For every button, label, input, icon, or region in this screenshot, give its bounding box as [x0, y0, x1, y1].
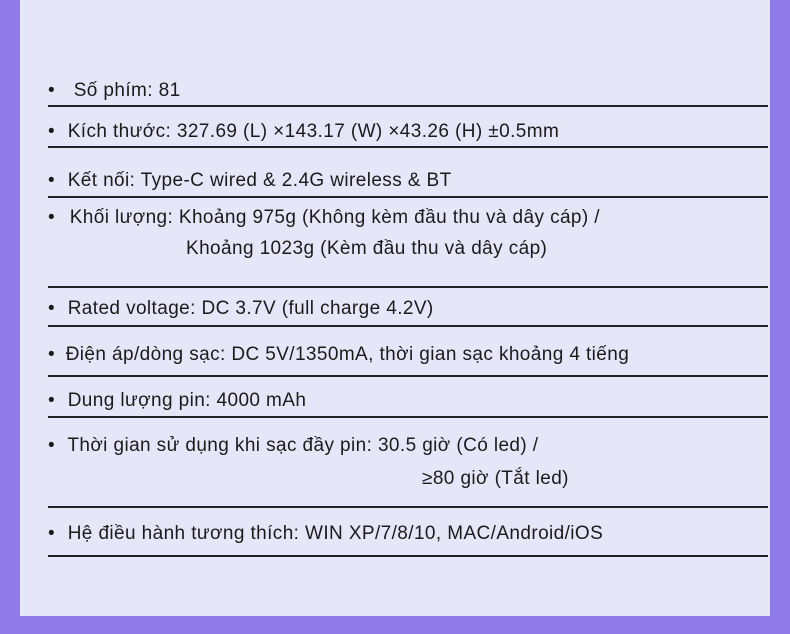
bullet: •	[48, 435, 56, 456]
divider	[48, 555, 768, 557]
spec-item-rated-voltage	[48, 298, 768, 320]
divider	[48, 146, 768, 148]
spec-item-usage-time	[48, 435, 768, 495]
spec-item-battery	[48, 390, 768, 412]
bullet: •	[48, 298, 56, 319]
spec-item-os	[48, 523, 768, 545]
spec-text: Kích thước: 327.69 (L) ×143.17 (W) ×43.26 (H) ±0.5mm	[67, 121, 560, 142]
spec-text: Rated voltage: DC 3.7V (full charge 4.2V)	[67, 298, 434, 319]
spec-text: Số phím: 81	[73, 80, 181, 101]
divider	[48, 325, 768, 327]
spec-item-keys	[48, 80, 768, 102]
spec-text: Hệ điều hành tương thích: WIN XP/7/8/10, MAC/Android/iOS	[67, 523, 604, 544]
divider	[48, 286, 768, 288]
spec-text-line2: Khoảng 1023g (Kèm đầu thu và dây cáp)	[186, 238, 548, 259]
bullet: •	[48, 344, 56, 365]
divider	[48, 506, 768, 508]
bullet: •	[48, 170, 56, 191]
divider	[48, 105, 768, 107]
bullet: •	[48, 207, 56, 228]
spec-item-dimensions	[48, 121, 768, 143]
spec-text: Điện áp/dòng sạc: DC 5V/1350mA, thời gian sạc khoảng 4 tiếng	[65, 344, 630, 365]
spec-text: Kết nối: Type-C wired & 2.4G wireless & BT	[67, 170, 452, 191]
bullet: •	[48, 121, 56, 142]
bullet: •	[48, 390, 56, 411]
spec-item-connection	[48, 170, 768, 192]
spec-panel	[20, 0, 770, 616]
divider	[48, 416, 768, 418]
spec-text: Khối lượng: Khoảng 975g (Không kèm đầu thu và dây cáp) /	[69, 207, 600, 228]
divider	[48, 196, 768, 198]
spec-item-weight	[48, 207, 768, 267]
divider	[48, 375, 768, 377]
spec-item-charging	[48, 344, 768, 366]
bullet: •	[48, 523, 56, 544]
bullet: •	[48, 80, 56, 101]
spec-text: Thời gian sử dụng khi sạc đầy pin: 30.5 giờ (Có led) /	[67, 435, 539, 456]
spec-text: Dung lượng pin: 4000 mAh	[67, 390, 307, 411]
spec-text-line2: ≥80 giờ (Tắt led)	[422, 468, 569, 489]
